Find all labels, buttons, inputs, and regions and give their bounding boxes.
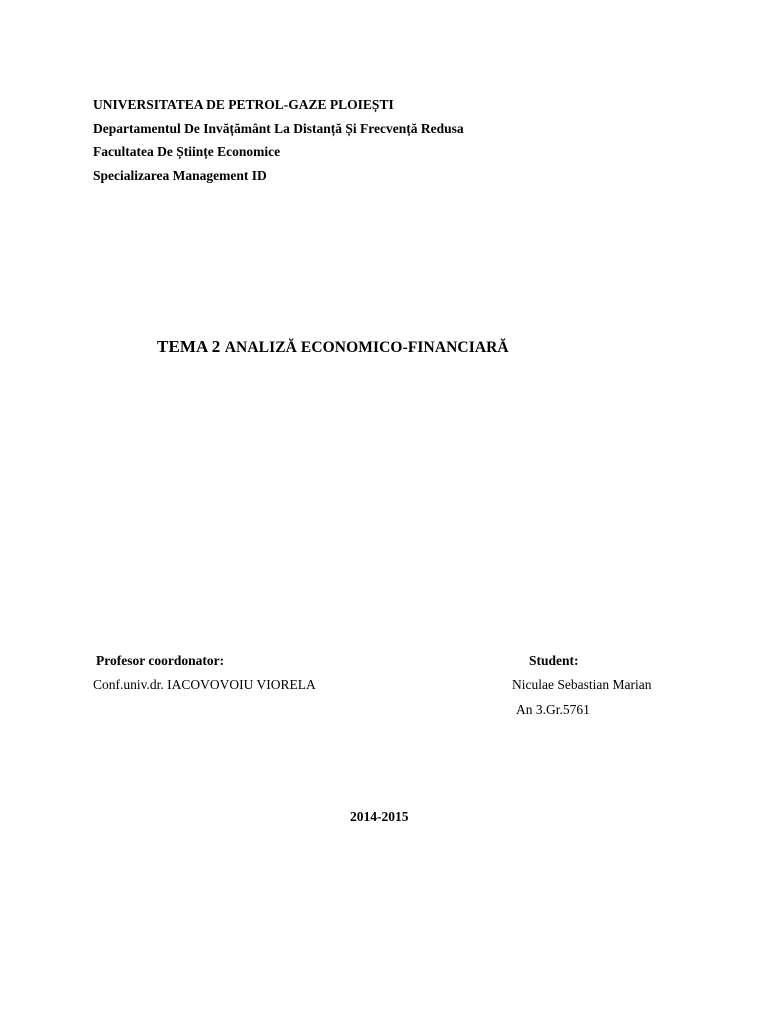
faculty-name: Facultatea De Științe Economice	[93, 144, 281, 159]
coordinator-label: Profesor coordonator:	[96, 653, 225, 668]
student-label: Student:	[529, 653, 579, 668]
university-name: UNIVERSITATEA DE PETROL-GAZE PLOIEȘTI	[93, 97, 394, 112]
coordinator-name: Conf.univ.dr. IACOVOVOIU VIORELA	[93, 677, 316, 692]
academic-year: 2014-2015	[350, 809, 409, 824]
title-subject: ANALIZĂ ECONOMICO-FINANCIARĂ	[224, 339, 509, 356]
institution-header	[93, 93, 464, 187]
student-group: An 3.Gr.5761	[516, 702, 590, 717]
student-name: Niculae Sebastian Marian	[512, 677, 652, 692]
document-title	[157, 337, 509, 357]
department-name: Departamentul De Invățământ La Distanță Și Frecvență Redusa	[93, 120, 464, 136]
specialization-name: Specializarea Management ID	[93, 167, 267, 183]
title-prefix: TEMA 2	[157, 337, 225, 356]
